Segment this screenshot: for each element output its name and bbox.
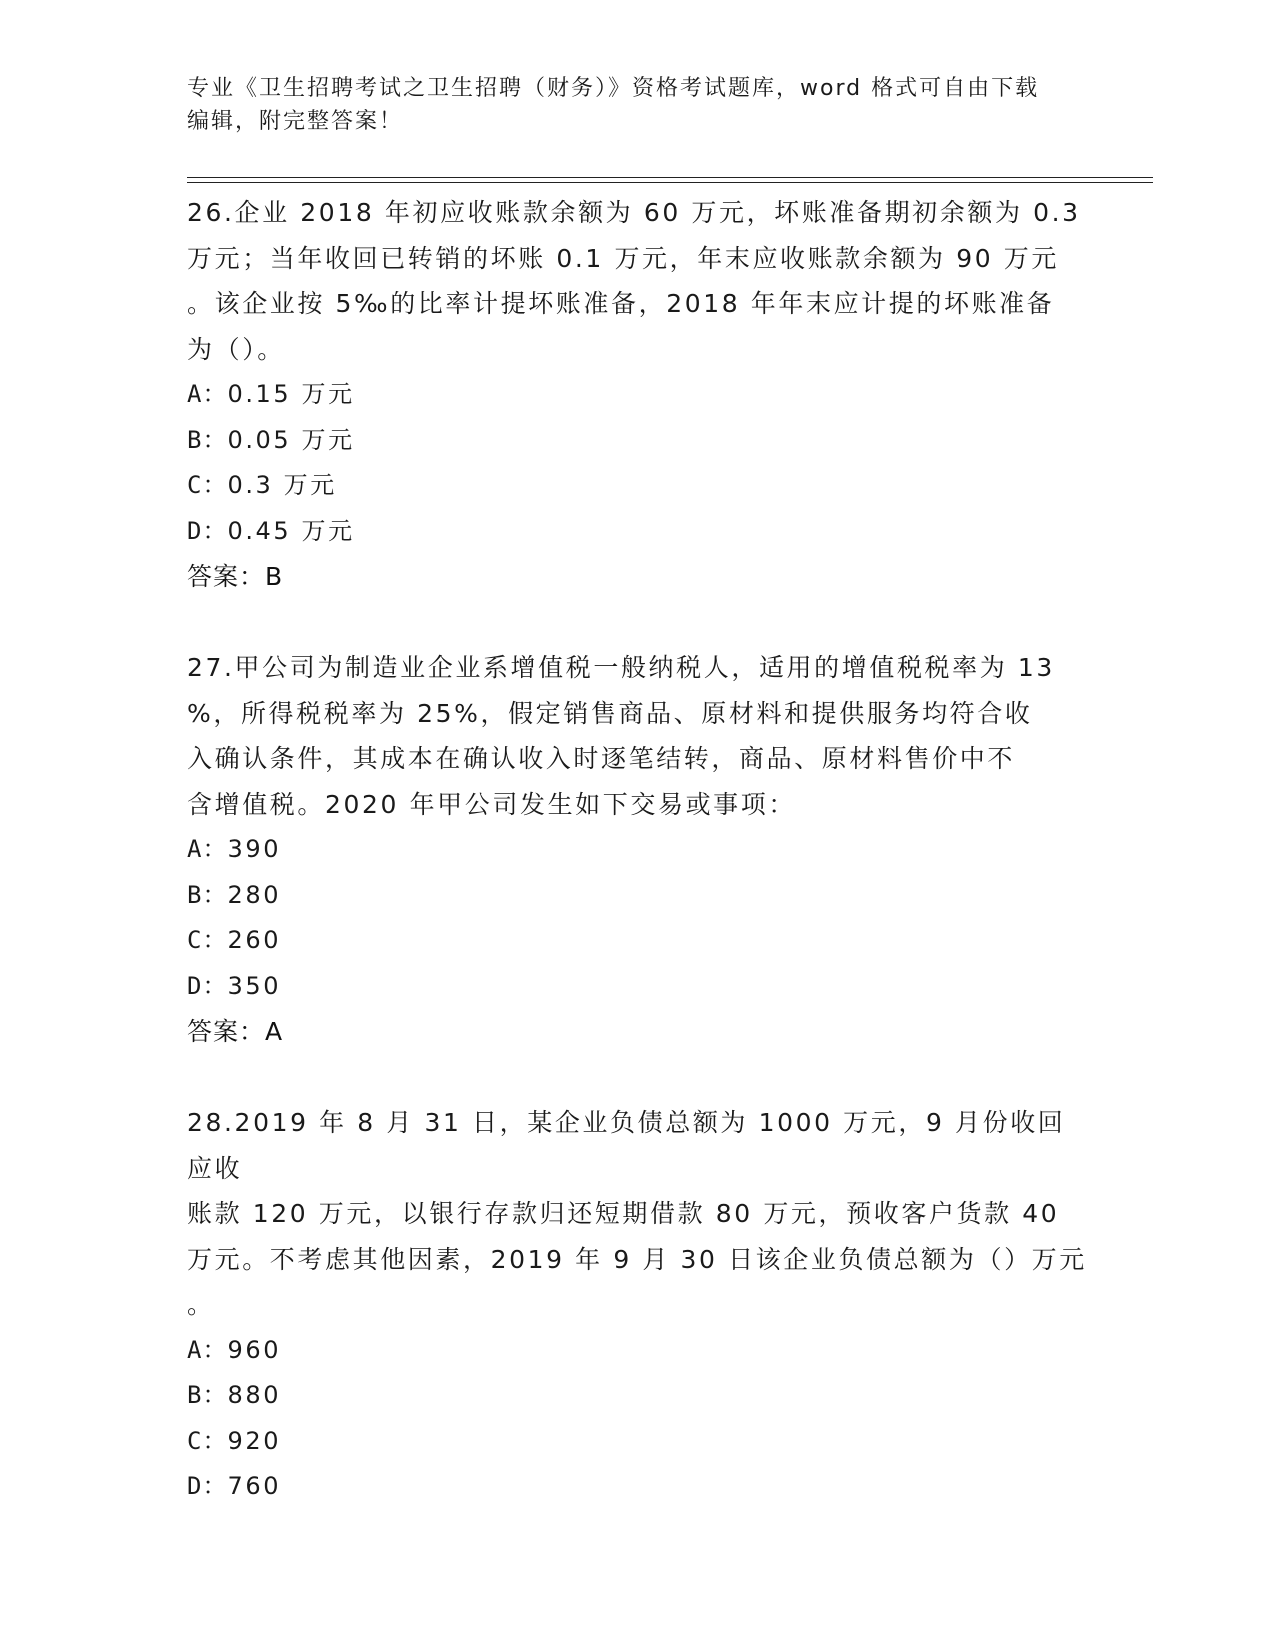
question-27 xyxy=(187,645,1087,1055)
option-key: D： xyxy=(187,1472,228,1500)
answer-line: 答案：A xyxy=(187,1017,284,1046)
option-d xyxy=(187,509,1087,555)
option-text: 960 xyxy=(227,1335,282,1364)
option-text: 0.45 万元 xyxy=(227,516,355,545)
option-text: 260 xyxy=(227,926,282,954)
option-text: 0.3 万元 xyxy=(227,471,337,499)
option-text: 0.05 万元 xyxy=(227,425,355,454)
answer-line: 答案：B xyxy=(187,562,284,591)
option-key: B： xyxy=(187,1381,228,1409)
question-line: 27.甲公司为制造业企业系增值税一般纳税人，适用的增值税税率为 13 xyxy=(187,653,1055,682)
option-text: 0.15 万元 xyxy=(227,380,355,408)
question-line: 为（）。 xyxy=(187,334,285,364)
option-c xyxy=(187,463,1087,509)
option-text: 350 xyxy=(227,971,282,1000)
header-divider-bottom xyxy=(187,182,1153,183)
header-line-1: 专业《卫生招聘考试之卫生招聘（财务）》资格考试题库，word 格式可自由下载 xyxy=(187,76,1040,101)
header-line-2: 编辑，附完整答案！ xyxy=(187,109,404,134)
option-d xyxy=(187,1464,1087,1510)
question-line: 。 xyxy=(187,1290,215,1319)
option-key: A： xyxy=(187,380,228,408)
option-b xyxy=(187,873,1087,919)
option-key: B： xyxy=(187,880,228,909)
option-a xyxy=(187,1328,1087,1374)
option-text: 390 xyxy=(227,835,282,863)
option-d xyxy=(187,964,1087,1010)
question-line: 。该企业按 5‰的比率计提坏账准备，2018 年年末应计提的坏账准备 xyxy=(187,289,1055,318)
option-key: C： xyxy=(187,471,228,499)
option-text: 760 xyxy=(227,1472,282,1500)
option-c xyxy=(187,1419,1087,1465)
option-a xyxy=(187,827,1087,873)
question-line: 28.2019 年 8 月 31 日，某企业负债总额为 1000 万元，9 月份收回应收 xyxy=(187,1108,1066,1183)
question-28 xyxy=(187,1100,1087,1510)
option-key: A： xyxy=(187,1335,228,1364)
option-text: 920 xyxy=(227,1426,282,1455)
option-key: D： xyxy=(187,971,228,1000)
option-c xyxy=(187,918,1087,964)
option-key: C： xyxy=(187,1426,228,1455)
option-key: A： xyxy=(187,835,228,863)
option-text: 880 xyxy=(227,1381,282,1409)
question-line: 万元。不考虑其他因素，2019 年 9 月 30 日该企业负债总额为（）万元 xyxy=(187,1244,1087,1274)
option-key: B： xyxy=(187,425,228,454)
option-key: D： xyxy=(187,516,228,545)
header-divider-top xyxy=(187,177,1153,178)
question-line: 入确认条件，其成本在确认收入时逐笔结转，商品、原材料售价中不 xyxy=(187,744,1016,773)
question-line: 账款 120 万元，以银行存款归还短期借款 80 万元，预收客户货款 40 xyxy=(187,1199,1060,1228)
option-a xyxy=(187,372,1087,418)
option-key: C： xyxy=(187,926,228,954)
question-line: %，所得税税率为 25%，假定销售商品、原材料和提供服务均符合收 xyxy=(187,698,1033,728)
question-line: 26.企业 2018 年初应收账款余额为 60 万元，坏账准备期初余额为 0.3 xyxy=(187,198,1081,227)
option-text: 280 xyxy=(227,880,282,909)
question-26 xyxy=(187,190,1087,600)
option-b xyxy=(187,1373,1087,1419)
question-line: 万元；当年收回已转销的坏账 0.1 万元，年末应收账款余额为 90 万元 xyxy=(187,243,1059,273)
question-line: 含增值税。2020 年甲公司发生如下交易或事项： xyxy=(187,789,796,819)
option-b xyxy=(187,418,1087,464)
document-header xyxy=(187,72,1087,138)
